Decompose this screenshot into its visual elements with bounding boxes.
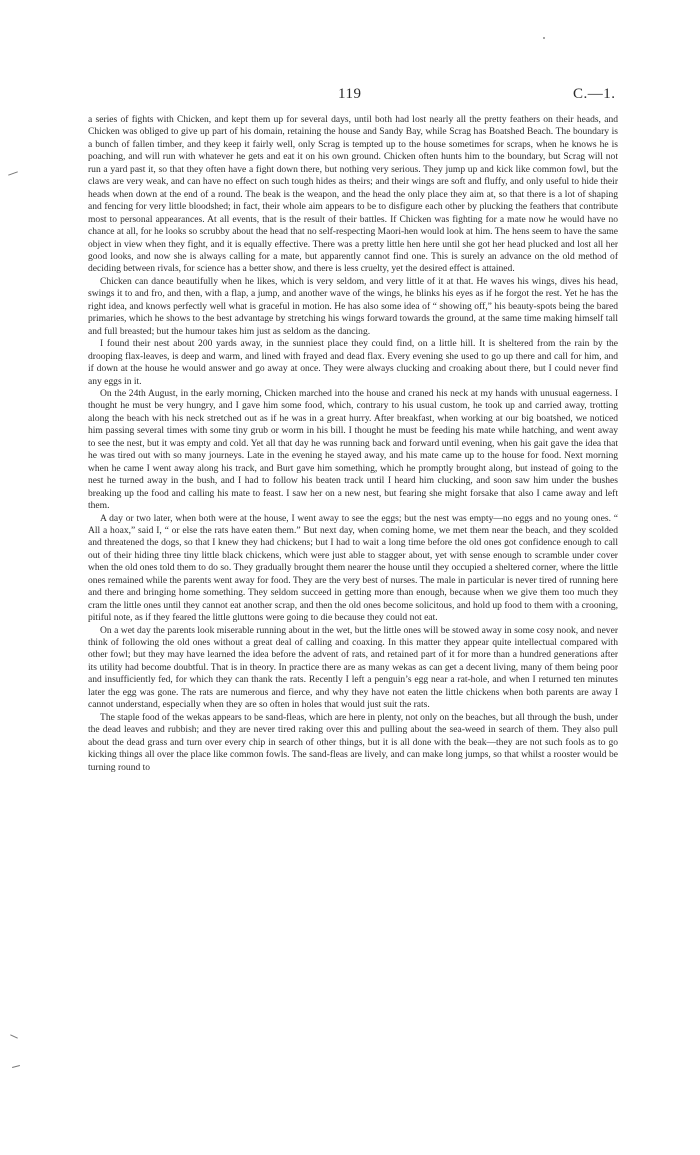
page-header [0,86,700,106]
paragraph: Chicken can dance beautifully when he likes, which is very seldom, and very little of it at that. He waves his wings, dives his head, swings it to and fro, and then, with a flap, a jump, and another wave of the wings, he blinks his eyes as if he forgot the rest. Yet he has the right idea, and knows perfectly well what is graceful in motion. He has also some idea of “ showing off,” his beauty-spots being the bared primaries, which he shows to the best advantage by stretching his wings forward towards the ground, at the same time making himself tall and full breasted; but the humour takes him just as seldom as the dancing. [88,275,618,337]
paragraph: A day or two later, when both were at the house, I went away to see the eggs; but the nest was empty—no eggs and no young ones. “ All a hoax,” said I, “ or else the rats have eaten them.” But next day, when coming home, we met them near the beach, and they scolded and threatened the dogs, so that I knew they had chickens; but I had to wait a long time before the old ones got confidence enough to call out of their hiding three tiny little black chickens, which were just able to stagger about, yet with sense enough to scramble under cover when the old ones told them to do so. They gradually brought them nearer the house until they occupied a sheltered corner, where the little ones remained while the parents went away for food. They are the very best of nurses. The male in particular is never tired of running here and there and bringing home something. They seldom succeed in getting more than enough, because when we give them too much they cram the little ones until they cannot eat another scrap, and then the old ones become solicitous, and hold up food to them with a crooning, pitiful note, as if they feared the little gluttons were going to die because they could not eat. [88,512,618,624]
margin-pencil-mark [12,1065,20,1068]
paragraph: On the 24th August, in the early morning, Chicken marched into the house and craned his neck at my hands with unusual eagerness. I thought he must be very hungry, and I gave him some food, which, contrary to his usual custom, he took up and carried away, trotting along the beach with his neck stretched out as if he was in a great hurry. After breakfast, when working at our big boatshed, we noticed him passing several times with some tiny grub or worm in his bill. I thought he must be feeding his mate while hatching, and went away to see the nest, but it was empty and cold. Yet all that day he was running back and forward until evening, when his gait gave the idea that he was tired out with so many journeys. Late in the evening he stayed away, and his mate came up to the house for food. Next morning when he came I went away along his track, and Burt gave him something, which he promptly brought along, but instead of going to the nest he turned away in the bush, and I had to follow his beaten track until I heard him clucking, and soon saw him under the bushes breaking up the food and calling his mate to feast. I saw her on a new nest, but fearing she might forsake that also I came away and left them. [88,387,618,512]
page-number: 119 [338,86,362,102]
margin-pencil-mark [8,171,18,175]
body-text [88,114,618,774]
page-speck [543,37,545,39]
margin-pencil-mark [10,1034,18,1038]
paragraph: I found their nest about 200 yards away, in the sunniest place they could find, on a little hill. It is sheltered from the rain by the drooping flax-leaves, is deep and warm, and lined with frayed and dead flax. Every evening she used to go up there and call for him, and if down at the house he would answer and go away at once. They were always clucking and croaking about there, but I could never find any eggs in it. [88,338,618,387]
paragraph: On a wet day the parents look miserable running about in the wet, but the little ones will be stowed away in some cosy nook, and never think of following the old ones without a great deal of calling and coaxing. In this matter they appear quite intellectual compared with other fowl; but they may have learned the idea before the advent of rats, and retained part of it for more than a hundred generations after its utility had become doubtful. That is in theory. In practice there are as many wekas as can get a decent living, many of them being poor and insufficiently fed, for which they can thank the rats. Recently I left a penguin’s egg near a rat-hole, and when I returned ten minutes later the egg was gone. The rats are numerous and fierce, and why they have not eaten the little chickens when both parents are away I cannot understand, especially when they are so often in holes that would just suit the rats. [88,624,618,711]
paragraph: The staple food of the wekas appears to be sand-fleas, which are here in plenty, not only on the beaches, but all through the bush, under the dead leaves and rubbish; and they are never tired raking over this and pulling about the sea-weed in search of them. They also pull about the dead grass and turn over every chip in search of other things, but it is all done with the beak—they are not such fools as to go kicking things all over the place like common fowls. The sand-fleas are lively, and can make long jumps, so that whilst a rooster would be turning round to [88,711,618,773]
paragraph: a series of fights with Chicken, and kept them up for several days, until both had lost nearly all the pretty feathers on their heads, and Chicken was obliged to give up part of his domain, retaining the house and Sandy Bay, while Scrag has Boatshed Beach. The boundary is a bunch of fallen timber, and they keep it fairly well, only Scrag is tempted up to the house sometimes for scraps, when he knows he is poaching, and will run with whatever he gets and eat it on his own ground. Chicken often hunts him to the boundary, but Scrag will not run a yard past it, so that they often have a fight down there, but nothing very serious. They jump up and kick like common fowl, but the claws are very weak, and can have no effect on such tough hides as theirs; and their wings are soft and fluffy, and only useful to hide their heads when down at the end of a round. The beak is the weapon, and the head the only place they aim at, so that there is a lot of shaping and fencing for very little bloodshed; in fact, their whole aim appears to be to disfigure each other by plucking the feathers that contribute most to personal appearances. At all events, that is the result of their battles. If Chicken was fighting for a mate now he would have no chance at all, for he looks so scrubby about the head that no self-respecting Maori-hen would look at him. The hens seem to have the same object in view when they fight, and it is equally effective. There was a pretty little hen here until she got her head plucked and lost all her good looks, and now she is always calling for a mate, but apparently cannot find one. This is surely an advance on the old method of deciding between rivals, for science has a better show, and there is less cruelty, yet the desired effect is attained. [88,114,618,275]
document-reference: C.—1. [573,86,616,102]
